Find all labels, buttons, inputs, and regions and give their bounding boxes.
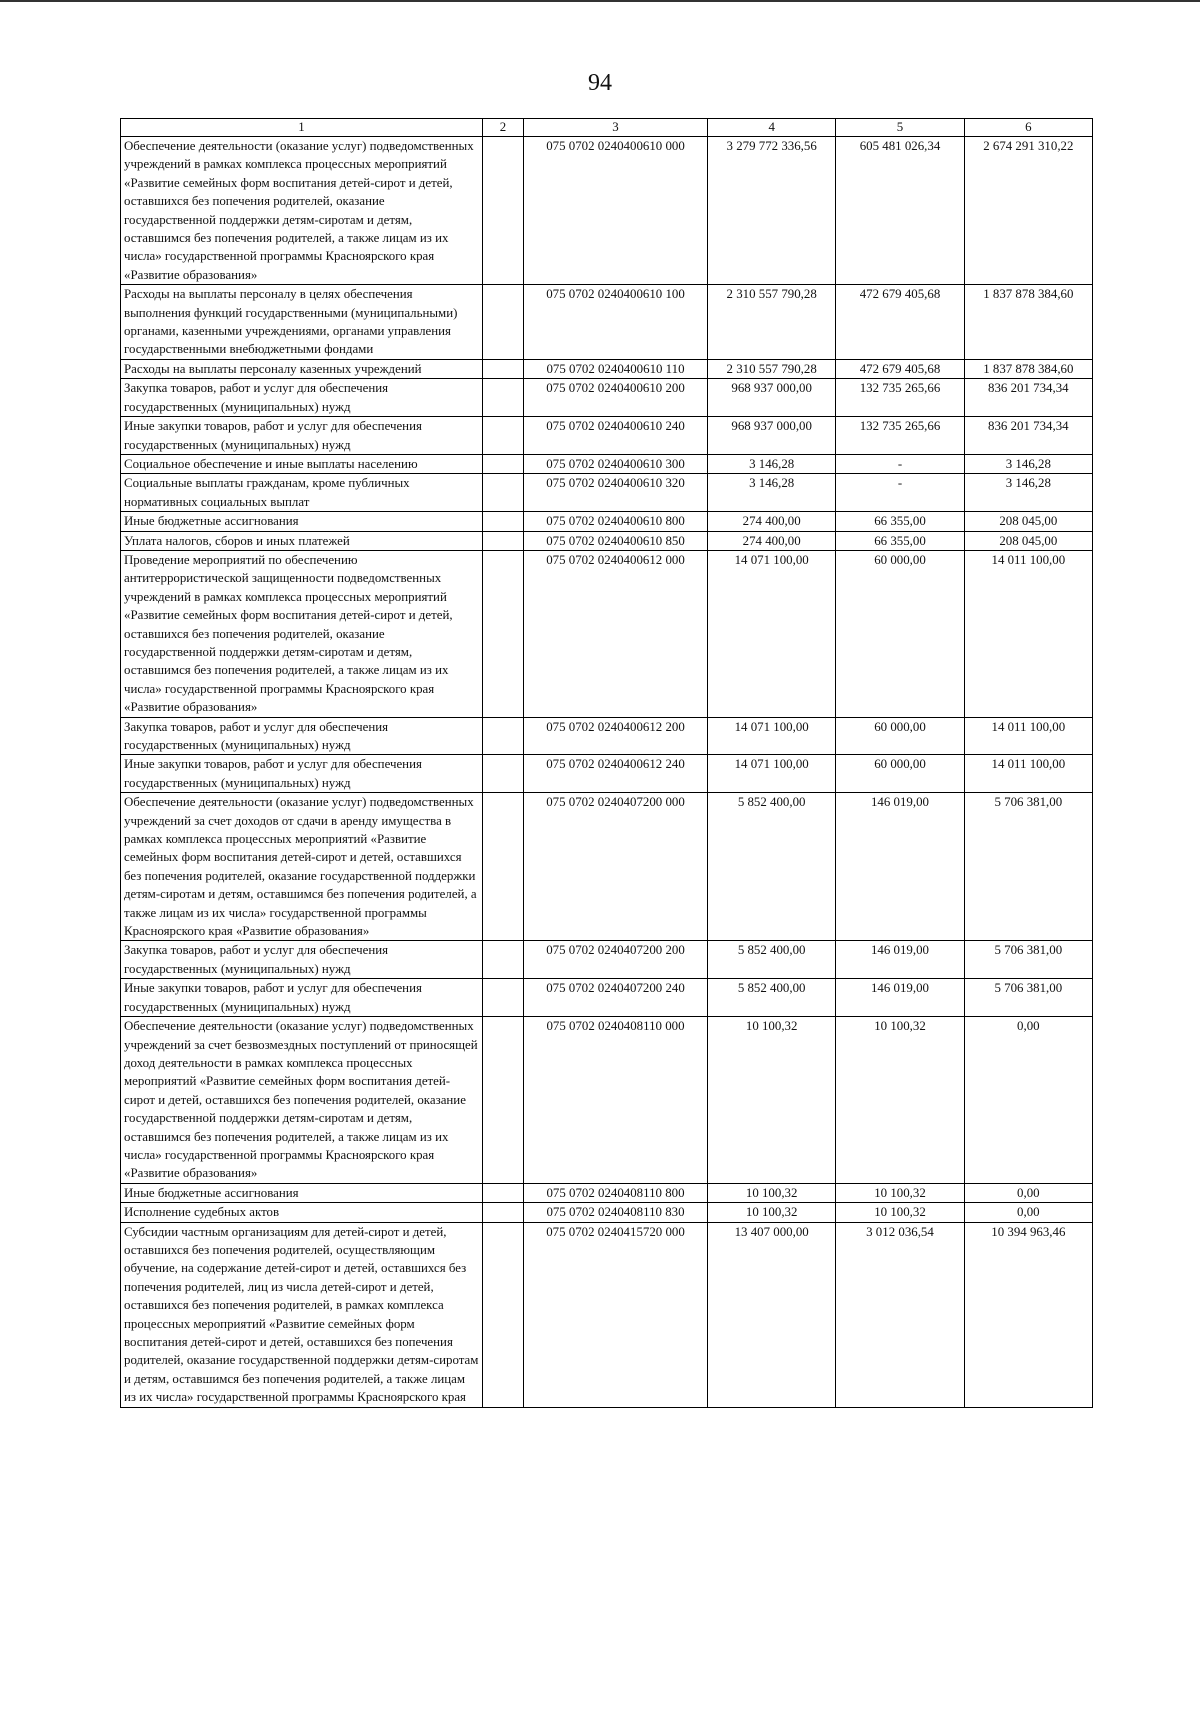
row-col2 <box>483 474 524 512</box>
row-name: Исполнение судебных актов <box>121 1203 483 1222</box>
row-col2 <box>483 285 524 360</box>
row-value-col4: 5 852 400,00 <box>708 979 836 1017</box>
row-value-col5: - <box>836 474 964 512</box>
table-row <box>121 1222 1093 1407</box>
table-row <box>121 531 1093 550</box>
table-row <box>121 941 1093 979</box>
header-col-2: 2 <box>483 119 524 137</box>
row-name: Социальные выплаты гражданам, кроме публичных нормативных социальных выплат <box>121 474 483 512</box>
row-code: 075 0702 0240400610 200 <box>524 379 708 417</box>
table-row <box>121 550 1093 717</box>
row-name: Социальное обеспечение и иные выплаты населению <box>121 454 483 473</box>
row-value-col6: 3 146,28 <box>964 454 1092 473</box>
row-name: Иные бюджетные ассигнования <box>121 512 483 531</box>
row-value-col5: 60 000,00 <box>836 755 964 793</box>
row-col2 <box>483 755 524 793</box>
row-code: 075 0702 0240400610 100 <box>524 285 708 360</box>
row-code: 075 0702 0240400610 300 <box>524 454 708 473</box>
row-value-col6: 1 837 878 384,60 <box>964 359 1092 378</box>
row-name: Закупка товаров, работ и услуг для обеспечения государственных (муниципальных) нужд <box>121 941 483 979</box>
row-col2 <box>483 137 524 285</box>
row-value-col4: 5 852 400,00 <box>708 941 836 979</box>
row-col2 <box>483 979 524 1017</box>
row-value-col4: 3 279 772 336,56 <box>708 137 836 285</box>
row-value-col5: 3 012 036,54 <box>836 1222 964 1407</box>
table-row <box>121 1183 1093 1202</box>
table-row <box>121 755 1093 793</box>
row-value-col5: 146 019,00 <box>836 979 964 1017</box>
row-value-col6: 3 146,28 <box>964 474 1092 512</box>
row-name: Закупка товаров, работ и услуг для обеспечения государственных (муниципальных) нужд <box>121 379 483 417</box>
table-row <box>121 454 1093 473</box>
row-value-col5: 472 679 405,68 <box>836 285 964 360</box>
header-col-1: 1 <box>121 119 483 137</box>
row-value-col4: 5 852 400,00 <box>708 793 836 941</box>
table-row <box>121 417 1093 455</box>
row-value-col5: 66 355,00 <box>836 531 964 550</box>
row-value-col5: 60 000,00 <box>836 717 964 755</box>
row-value-col4: 968 937 000,00 <box>708 417 836 455</box>
row-code: 075 0702 0240408110 800 <box>524 1183 708 1202</box>
row-code: 075 0702 0240400612 240 <box>524 755 708 793</box>
row-value-col6: 0,00 <box>964 1183 1092 1202</box>
row-code: 075 0702 0240407200 240 <box>524 979 708 1017</box>
row-value-col5: 60 000,00 <box>836 550 964 717</box>
row-name: Обеспечение деятельности (оказание услуг) подведомственных учреждений в рамках комплекса процессных мероприятий «Развитие семейных форм воспитания детей-сирот и детей, оставшихся без попечения родителей, оказание государственной поддержки детям-сиротам и детям, оставшимся без попечения родителей, а также лицам из их числа» государственной программы Красноярского края «Развитие образования» <box>121 137 483 285</box>
row-code: 075 0702 0240415720 000 <box>524 1222 708 1407</box>
row-name: Уплата налогов, сборов и иных платежей <box>121 531 483 550</box>
row-name: Обеспечение деятельности (оказание услуг) подведомственных учреждений за счет безвозмездных поступлений от приносящей доход деятельности в рамках комплекса процессных мероприятий «Развитие семейных форм воспитания детей-сирот и детей, оставшихся без попечения родителей, оказание государственной поддержки детям-сиротам и детям, оставшимся без попечения родителей, а также лицам из их числа» государственной программы Красноярского края «Развитие образования» <box>121 1017 483 1184</box>
row-value-col4: 14 071 100,00 <box>708 755 836 793</box>
row-name: Обеспечение деятельности (оказание услуг) подведомственных учреждений за счет доходов от сдачи в аренду имущества в рамках комплекса процессных мероприятий «Развитие семейных форм воспитания детей-сирот и детей, оставшихся без попечения родителей, оказание государственной поддержки детям-сиротам и детям, оставшимся без попечения родителей, а также лицам из их числа» государственной программы Красноярского края «Развитие образования» <box>121 793 483 941</box>
row-name: Субсидии частным организациям для детей-сирот и детей, оставшихся без попечения родителей, осуществляющим обучение, на содержание детей-сирот и детей, оставшихся без попечения родителей, лиц из числа детей-сирот и детей, оставшихся без попечения родителей, в рамках комплекса процессных мероприятий «Развитие семейных форм воспитания детей-сирот и детей, оставшихся без попечения родителей, оказание государственной поддержки детям-сиротам и детям, оставшимся без попечения родителей, а также лицам из их числа» государственной программы Красноярского края <box>121 1222 483 1407</box>
row-value-col6: 14 011 100,00 <box>964 755 1092 793</box>
row-value-col6: 208 045,00 <box>964 531 1092 550</box>
row-name: Иные закупки товаров, работ и услуг для обеспечения государственных (муниципальных) нужд <box>121 417 483 455</box>
row-code: 075 0702 0240400612 200 <box>524 717 708 755</box>
row-col2 <box>483 359 524 378</box>
row-code: 075 0702 0240400610 850 <box>524 531 708 550</box>
header-col-4: 4 <box>708 119 836 137</box>
row-col2 <box>483 1203 524 1222</box>
row-code: 075 0702 0240400610 240 <box>524 417 708 455</box>
row-col2 <box>483 550 524 717</box>
row-name: Проведение мероприятий по обеспечению антитеррористической защищенности подведомственных учреждений в рамках комплекса процессных мероприятий «Развитие семейных форм воспитания детей-сирот и детей, оставшихся без попечения родителей, оказание государственной поддержки детям-сиротам и детям, оставшимся без попечения родителей, а также лицам из их числа» государственной программы Красноярского края «Развитие образования» <box>121 550 483 717</box>
table-row <box>121 512 1093 531</box>
row-col2 <box>483 1017 524 1184</box>
row-value-col4: 274 400,00 <box>708 531 836 550</box>
table-row <box>121 1203 1093 1222</box>
row-value-col4: 968 937 000,00 <box>708 379 836 417</box>
table-row <box>121 137 1093 285</box>
row-value-col5: 605 481 026,34 <box>836 137 964 285</box>
row-value-col4: 274 400,00 <box>708 512 836 531</box>
row-value-col4: 14 071 100,00 <box>708 550 836 717</box>
table-row <box>121 285 1093 360</box>
row-value-col4: 2 310 557 790,28 <box>708 359 836 378</box>
row-name: Иные бюджетные ассигнования <box>121 1183 483 1202</box>
row-name: Расходы на выплаты персоналу казенных учреждений <box>121 359 483 378</box>
row-value-col6: 208 045,00 <box>964 512 1092 531</box>
row-value-col4: 13 407 000,00 <box>708 1222 836 1407</box>
row-name: Иные закупки товаров, работ и услуг для обеспечения государственных (муниципальных) нужд <box>121 755 483 793</box>
row-value-col5: 146 019,00 <box>836 941 964 979</box>
row-name: Закупка товаров, работ и услуг для обеспечения государственных (муниципальных) нужд <box>121 717 483 755</box>
row-value-col5: 146 019,00 <box>836 793 964 941</box>
table-row <box>121 717 1093 755</box>
row-col2 <box>483 1222 524 1407</box>
row-value-col5: 10 100,32 <box>836 1203 964 1222</box>
row-code: 075 0702 0240400610 800 <box>524 512 708 531</box>
row-value-col6: 1 837 878 384,60 <box>964 285 1092 360</box>
row-value-col6: 14 011 100,00 <box>964 550 1092 717</box>
row-value-col4: 3 146,28 <box>708 474 836 512</box>
table-row <box>121 1017 1093 1184</box>
table-row <box>121 979 1093 1017</box>
row-code: 075 0702 0240407200 000 <box>524 793 708 941</box>
row-value-col4: 2 310 557 790,28 <box>708 285 836 360</box>
row-name: Иные закупки товаров, работ и услуг для обеспечения государственных (муниципальных) нужд <box>121 979 483 1017</box>
header-col-5: 5 <box>836 119 964 137</box>
row-col2 <box>483 512 524 531</box>
row-value-col4: 10 100,32 <box>708 1203 836 1222</box>
row-value-col5: 132 735 265,66 <box>836 417 964 455</box>
row-value-col6: 2 674 291 310,22 <box>964 137 1092 285</box>
row-col2 <box>483 793 524 941</box>
budget-table <box>120 118 1093 1408</box>
row-col2 <box>483 717 524 755</box>
row-value-col6: 0,00 <box>964 1203 1092 1222</box>
row-value-col5: 10 100,32 <box>836 1183 964 1202</box>
row-code: 075 0702 0240400610 320 <box>524 474 708 512</box>
row-col2 <box>483 941 524 979</box>
row-code: 075 0702 0240408110 830 <box>524 1203 708 1222</box>
row-code: 075 0702 0240400610 000 <box>524 137 708 285</box>
page-number: 94 <box>588 70 612 96</box>
row-col2 <box>483 454 524 473</box>
row-name: Расходы на выплаты персоналу в целях обеспечения выполнения функций государственными (муниципальными) органами, казенными учреждениями, органами управления государственными внебюджетными фондами <box>121 285 483 360</box>
table-body <box>121 137 1093 1408</box>
row-value-col5: 472 679 405,68 <box>836 359 964 378</box>
row-value-col6: 836 201 734,34 <box>964 417 1092 455</box>
row-value-col6: 0,00 <box>964 1017 1092 1184</box>
table-row <box>121 359 1093 378</box>
row-code: 075 0702 0240400610 110 <box>524 359 708 378</box>
row-value-col5: 66 355,00 <box>836 512 964 531</box>
row-code: 075 0702 0240408110 000 <box>524 1017 708 1184</box>
row-value-col5: 10 100,32 <box>836 1017 964 1184</box>
header-col-3: 3 <box>524 119 708 137</box>
row-value-col6: 10 394 963,46 <box>964 1222 1092 1407</box>
row-col2 <box>483 531 524 550</box>
header-col-6: 6 <box>964 119 1092 137</box>
row-value-col4: 10 100,32 <box>708 1183 836 1202</box>
table-row <box>121 793 1093 941</box>
row-col2 <box>483 417 524 455</box>
row-col2 <box>483 1183 524 1202</box>
row-code: 075 0702 0240400612 000 <box>524 550 708 717</box>
row-value-col5: 132 735 265,66 <box>836 379 964 417</box>
table-row <box>121 474 1093 512</box>
row-value-col6: 5 706 381,00 <box>964 979 1092 1017</box>
row-value-col6: 5 706 381,00 <box>964 793 1092 941</box>
table-row <box>121 379 1093 417</box>
row-value-col6: 836 201 734,34 <box>964 379 1092 417</box>
row-code: 075 0702 0240407200 200 <box>524 941 708 979</box>
row-value-col5: - <box>836 454 964 473</box>
row-value-col6: 14 011 100,00 <box>964 717 1092 755</box>
row-value-col4: 3 146,28 <box>708 454 836 473</box>
row-value-col6: 5 706 381,00 <box>964 941 1092 979</box>
page-top-border <box>0 0 1200 2</box>
row-value-col4: 14 071 100,00 <box>708 717 836 755</box>
table-header <box>121 119 1093 137</box>
row-value-col4: 10 100,32 <box>708 1017 836 1184</box>
row-col2 <box>483 379 524 417</box>
header-row <box>121 119 1093 137</box>
